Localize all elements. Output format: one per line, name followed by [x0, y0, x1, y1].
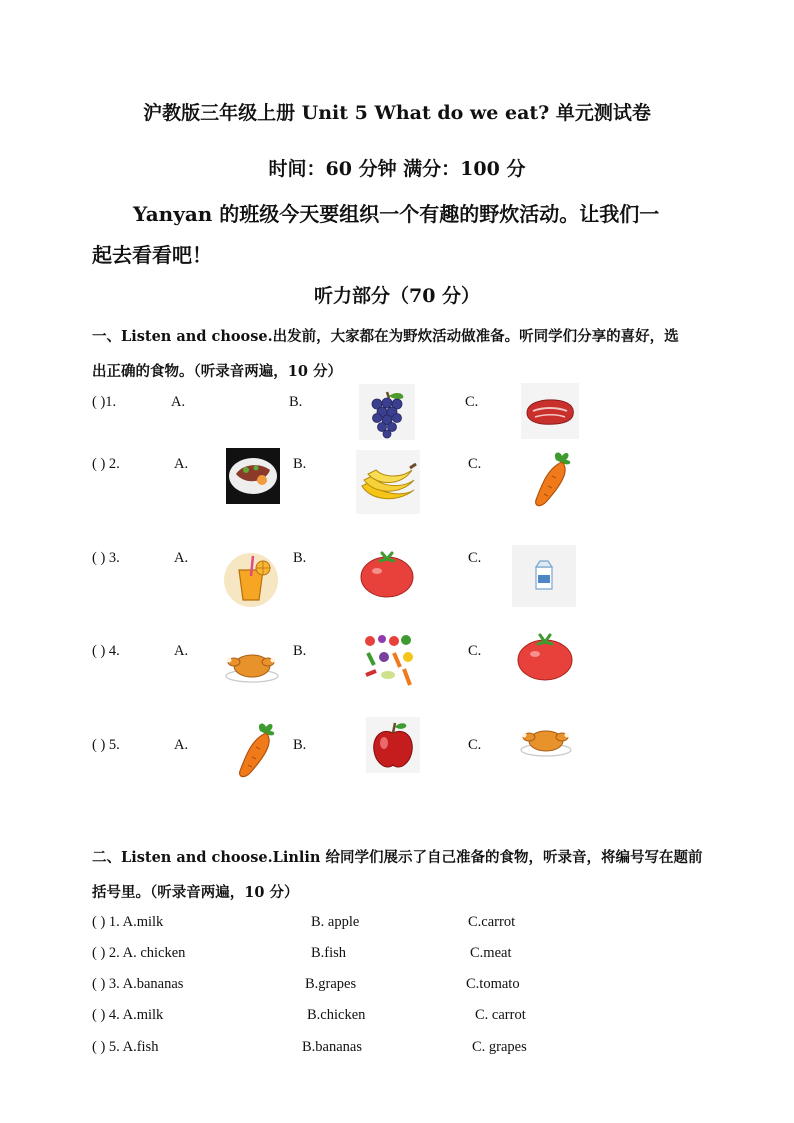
- p2-q5-a: ( ) 5. A.fish: [92, 1039, 159, 1055]
- q3-option-b: B.: [293, 550, 307, 566]
- carrot-icon: [526, 448, 574, 512]
- q5-option-b: B.: [293, 737, 307, 753]
- q2-option-a: A.: [174, 456, 189, 472]
- q1-number: ( )1.: [92, 394, 117, 410]
- q1-option-c: C.: [465, 394, 479, 410]
- part2-instruction-2: 括号里。（听录音两遍，10 分）: [92, 884, 299, 901]
- p2-q2-c: C.meat: [470, 945, 512, 961]
- p2-q5-c: C. grapes: [472, 1039, 527, 1055]
- p2-q4-b: B.chicken: [307, 1007, 366, 1023]
- apple-icon: [366, 717, 420, 773]
- q3-number: ( ) 3.: [92, 550, 120, 566]
- p2-q5-b: B.bananas: [302, 1039, 362, 1055]
- q4-option-a: A.: [174, 643, 189, 659]
- p2-q3-b: B.grapes: [305, 976, 357, 992]
- tomato-icon: [515, 629, 575, 683]
- p2-q1-c: C.carrot: [468, 914, 516, 930]
- meat-plate-icon: [226, 448, 280, 504]
- part1-instruction-1: 一、Listen and choose.出发前，大家都在为野炊活动做准备。听同学们分享的喜好，选: [92, 328, 679, 345]
- q2-option-b: B.: [293, 456, 307, 472]
- q4-number: ( ) 4.: [92, 643, 120, 659]
- q3-option-a: A.: [174, 550, 189, 566]
- roast-chicken-icon: [519, 722, 573, 758]
- p2-q1-b: B. apple: [311, 914, 360, 930]
- q1-option-a: A.: [171, 394, 186, 410]
- p2-q2-a: ( ) 2. A. chicken: [92, 945, 186, 961]
- meat-icon: [521, 383, 579, 439]
- p2-q4-a: ( ) 4. A.milk: [92, 1007, 164, 1023]
- p2-q3-a: ( ) 3. A.bananas: [92, 976, 184, 992]
- q5-option-c: C.: [468, 737, 482, 753]
- q1-option-b: B.: [289, 394, 303, 410]
- q2-number: ( ) 2.: [92, 456, 120, 472]
- q2-option-c: C.: [468, 456, 482, 472]
- vegetables-icon: [360, 631, 418, 687]
- grapes-icon: [359, 384, 415, 440]
- page-title: 沪教版三年级上册 Unit 5 What do we eat? 单元测试卷: [143, 102, 651, 124]
- exam-time-score: 时间：60 分钟 满分：100 分: [268, 158, 526, 180]
- part1-instruction-2: 出正确的食物。（听录音两遍，10 分）: [92, 363, 342, 380]
- part2-instruction-1: 二、Listen and choose.Linlin 给同学们展示了自己准备的食物，听录音，将编号写在题前: [92, 849, 703, 866]
- orange-juice-icon: [221, 548, 281, 610]
- tomato-icon: [358, 545, 416, 601]
- carrot-icon: [230, 719, 278, 783]
- q5-option-a: A.: [174, 737, 189, 753]
- q4-option-c: C.: [468, 643, 482, 659]
- q3-option-c: C.: [468, 550, 482, 566]
- q4-option-b: B.: [293, 643, 307, 659]
- intro-line-1: Yanyan 的班级今天要组织一个有趣的野炊活动。让我们一: [133, 202, 660, 226]
- p2-q4-c: C. carrot: [475, 1007, 526, 1023]
- p2-q3-c: C.tomato: [466, 976, 520, 992]
- bananas-icon: [356, 450, 420, 514]
- intro-line-2: 起去看看吧！: [92, 243, 212, 267]
- q5-number: ( ) 5.: [92, 737, 120, 753]
- milk-icon: [512, 545, 576, 607]
- roast-chicken-icon: [224, 646, 280, 684]
- listening-heading: 听力部分（70 分）: [313, 285, 481, 307]
- p2-q2-b: B.fish: [311, 945, 347, 961]
- p2-q1-a: ( ) 1. A.milk: [92, 914, 164, 930]
